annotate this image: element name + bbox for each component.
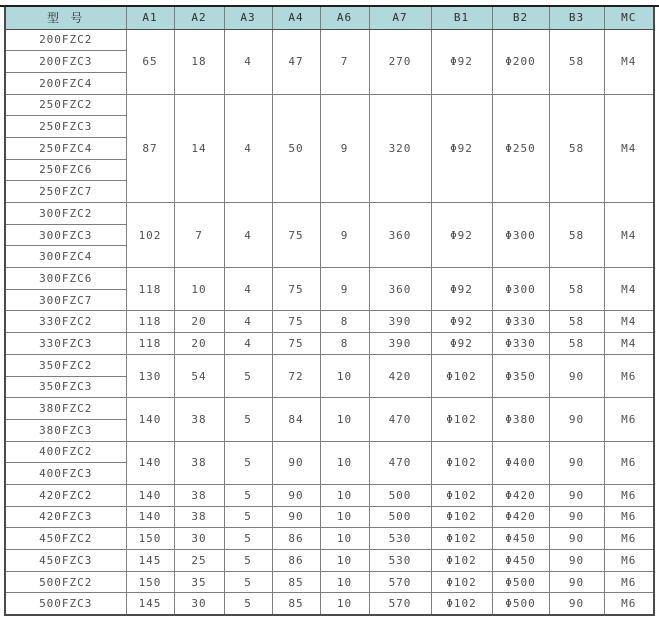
model-cell: 330FZC3 <box>5 333 126 355</box>
value-cell-a7: 570 <box>369 593 431 615</box>
value-cell-mc: M6 <box>604 398 654 441</box>
value-cell-mc: M4 <box>604 268 654 311</box>
value-cell-a2: 38 <box>174 484 224 506</box>
header-row <box>5 6 654 29</box>
column-header-b2: B2 <box>492 6 549 29</box>
value-cell-a2: 30 <box>174 528 224 550</box>
model-cell: 250FZC4 <box>5 137 126 159</box>
column-header-a7: A7 <box>369 6 431 29</box>
value-cell-a4: 75 <box>272 203 320 268</box>
value-cell-a6: 10 <box>320 550 369 572</box>
table-row <box>5 528 654 550</box>
value-cell-b1: Φ102 <box>431 354 492 397</box>
value-cell-a3: 4 <box>224 203 272 268</box>
model-cell: 300FZC7 <box>5 289 126 311</box>
value-cell-a7: 470 <box>369 441 431 484</box>
value-cell-b2: Φ300 <box>492 203 549 268</box>
value-cell-b1: Φ102 <box>431 528 492 550</box>
value-cell-a1: 65 <box>126 29 174 94</box>
spec-table <box>4 5 655 616</box>
value-cell-mc: M4 <box>604 94 654 202</box>
value-cell-a2: 38 <box>174 506 224 528</box>
value-cell-a2: 25 <box>174 550 224 572</box>
value-cell-b2: Φ400 <box>492 441 549 484</box>
value-cell-b2: Φ420 <box>492 506 549 528</box>
value-cell-b2: Φ420 <box>492 484 549 506</box>
model-cell: 350FZC2 <box>5 354 126 376</box>
value-cell-a3: 4 <box>224 333 272 355</box>
value-cell-mc: M6 <box>604 528 654 550</box>
value-cell-a6: 10 <box>320 398 369 441</box>
value-cell-a7: 470 <box>369 398 431 441</box>
value-cell-b2: Φ330 <box>492 333 549 355</box>
value-cell-a2: 10 <box>174 268 224 311</box>
value-cell-b1: Φ102 <box>431 398 492 441</box>
top-divider-line <box>0 5 659 7</box>
table-row <box>5 29 654 51</box>
value-cell-a7: 530 <box>369 528 431 550</box>
value-cell-a1: 118 <box>126 333 174 355</box>
value-cell-a6: 7 <box>320 29 369 94</box>
value-cell-a3: 4 <box>224 29 272 94</box>
model-cell: 200FZC2 <box>5 29 126 51</box>
column-header-a3: A3 <box>224 6 272 29</box>
value-cell-b2: Φ500 <box>492 571 549 593</box>
value-cell-a6: 10 <box>320 354 369 397</box>
value-cell-b3: 58 <box>549 29 604 94</box>
model-cell: 380FZC3 <box>5 419 126 441</box>
value-cell-a6: 9 <box>320 203 369 268</box>
value-cell-a7: 320 <box>369 94 431 202</box>
value-cell-b2: Φ250 <box>492 94 549 202</box>
value-cell-a4: 86 <box>272 550 320 572</box>
model-cell: 400FZC3 <box>5 463 126 485</box>
column-header-b3: B3 <box>549 6 604 29</box>
column-header-a2: A2 <box>174 6 224 29</box>
value-cell-a2: 35 <box>174 571 224 593</box>
value-cell-a4: 75 <box>272 311 320 333</box>
value-cell-a2: 30 <box>174 593 224 615</box>
model-cell: 250FZC7 <box>5 181 126 203</box>
value-cell-b2: Φ200 <box>492 29 549 94</box>
value-cell-a2: 20 <box>174 311 224 333</box>
table-row <box>5 550 654 572</box>
value-cell-mc: M6 <box>604 571 654 593</box>
value-cell-a6: 10 <box>320 571 369 593</box>
value-cell-a4: 84 <box>272 398 320 441</box>
value-cell-a7: 360 <box>369 268 431 311</box>
value-cell-a2: 20 <box>174 333 224 355</box>
model-cell: 330FZC2 <box>5 311 126 333</box>
value-cell-a2: 54 <box>174 354 224 397</box>
value-cell-a1: 150 <box>126 571 174 593</box>
value-cell-a3: 5 <box>224 506 272 528</box>
value-cell-a3: 5 <box>224 354 272 397</box>
value-cell-a4: 86 <box>272 528 320 550</box>
value-cell-b1: Φ92 <box>431 203 492 268</box>
model-cell: 450FZC3 <box>5 550 126 572</box>
model-cell: 300FZC2 <box>5 203 126 225</box>
value-cell-a4: 85 <box>272 571 320 593</box>
model-cell: 250FZC2 <box>5 94 126 116</box>
value-cell-a6: 10 <box>320 506 369 528</box>
value-cell-b1: Φ102 <box>431 550 492 572</box>
value-cell-a1: 145 <box>126 593 174 615</box>
model-cell: 350FZC3 <box>5 376 126 398</box>
value-cell-mc: M4 <box>604 333 654 355</box>
table-row <box>5 333 654 355</box>
value-cell-mc: M6 <box>604 354 654 397</box>
table-row <box>5 593 654 615</box>
value-cell-b3: 90 <box>549 441 604 484</box>
value-cell-a1: 118 <box>126 268 174 311</box>
value-cell-a4: 47 <box>272 29 320 94</box>
value-cell-b1: Φ102 <box>431 571 492 593</box>
value-cell-mc: M6 <box>604 593 654 615</box>
value-cell-a7: 420 <box>369 354 431 397</box>
value-cell-a3: 4 <box>224 311 272 333</box>
document-page <box>0 5 659 625</box>
value-cell-a7: 500 <box>369 484 431 506</box>
table-body <box>5 29 654 615</box>
value-cell-a1: 87 <box>126 94 174 202</box>
value-cell-a3: 5 <box>224 398 272 441</box>
value-cell-b1: Φ92 <box>431 333 492 355</box>
table-row <box>5 203 654 225</box>
table-row <box>5 94 654 116</box>
value-cell-a7: 570 <box>369 571 431 593</box>
value-cell-b1: Φ102 <box>431 506 492 528</box>
value-cell-b3: 90 <box>549 484 604 506</box>
value-cell-b2: Φ300 <box>492 268 549 311</box>
value-cell-b3: 90 <box>549 593 604 615</box>
value-cell-a6: 10 <box>320 528 369 550</box>
value-cell-b3: 90 <box>549 550 604 572</box>
value-cell-b1: Φ92 <box>431 268 492 311</box>
value-cell-a3: 5 <box>224 550 272 572</box>
value-cell-a4: 85 <box>272 593 320 615</box>
value-cell-a1: 150 <box>126 528 174 550</box>
value-cell-a6: 9 <box>320 94 369 202</box>
column-header-a4: A4 <box>272 6 320 29</box>
column-header-mc: MC <box>604 6 654 29</box>
table-row <box>5 571 654 593</box>
model-cell: 200FZC4 <box>5 72 126 94</box>
value-cell-a6: 8 <box>320 333 369 355</box>
model-cell: 300FZC4 <box>5 246 126 268</box>
value-cell-a3: 5 <box>224 484 272 506</box>
value-cell-a6: 10 <box>320 484 369 506</box>
value-cell-a4: 72 <box>272 354 320 397</box>
value-cell-b1: Φ102 <box>431 441 492 484</box>
value-cell-mc: M4 <box>604 29 654 94</box>
value-cell-a6: 10 <box>320 593 369 615</box>
value-cell-a1: 102 <box>126 203 174 268</box>
value-cell-a4: 75 <box>272 268 320 311</box>
column-header-a6: A6 <box>320 6 369 29</box>
value-cell-a1: 130 <box>126 354 174 397</box>
value-cell-b1: Φ92 <box>431 94 492 202</box>
value-cell-b3: 90 <box>549 354 604 397</box>
model-cell: 450FZC2 <box>5 528 126 550</box>
value-cell-a3: 5 <box>224 571 272 593</box>
value-cell-a7: 270 <box>369 29 431 94</box>
model-cell: 300FZC6 <box>5 268 126 290</box>
value-cell-mc: M4 <box>604 311 654 333</box>
value-cell-a1: 140 <box>126 441 174 484</box>
value-cell-a2: 38 <box>174 441 224 484</box>
value-cell-a3: 5 <box>224 528 272 550</box>
value-cell-a4: 75 <box>272 333 320 355</box>
value-cell-mc: M6 <box>604 484 654 506</box>
value-cell-a7: 500 <box>369 506 431 528</box>
value-cell-a3: 4 <box>224 94 272 202</box>
value-cell-mc: M4 <box>604 203 654 268</box>
value-cell-a4: 50 <box>272 94 320 202</box>
value-cell-mc: M6 <box>604 506 654 528</box>
model-cell: 420FZC3 <box>5 506 126 528</box>
model-cell: 500FZC3 <box>5 593 126 615</box>
column-header-b1: B1 <box>431 6 492 29</box>
model-cell: 250FZC6 <box>5 159 126 181</box>
value-cell-b1: Φ92 <box>431 311 492 333</box>
value-cell-a2: 7 <box>174 203 224 268</box>
value-cell-a4: 90 <box>272 506 320 528</box>
value-cell-b1: Φ102 <box>431 593 492 615</box>
model-cell: 250FZC3 <box>5 116 126 138</box>
table-row <box>5 398 654 420</box>
value-cell-b2: Φ450 <box>492 528 549 550</box>
value-cell-mc: M6 <box>604 441 654 484</box>
value-cell-a1: 145 <box>126 550 174 572</box>
value-cell-b2: Φ450 <box>492 550 549 572</box>
value-cell-b3: 58 <box>549 311 604 333</box>
value-cell-a1: 140 <box>126 484 174 506</box>
value-cell-a6: 10 <box>320 441 369 484</box>
value-cell-a7: 530 <box>369 550 431 572</box>
model-cell: 400FZC2 <box>5 441 126 463</box>
table-row <box>5 441 654 463</box>
model-cell: 200FZC3 <box>5 51 126 73</box>
value-cell-b3: 58 <box>549 333 604 355</box>
value-cell-a4: 90 <box>272 484 320 506</box>
value-cell-a2: 14 <box>174 94 224 202</box>
value-cell-mc: M6 <box>604 550 654 572</box>
value-cell-b3: 58 <box>549 203 604 268</box>
table-row <box>5 354 654 376</box>
value-cell-a3: 5 <box>224 441 272 484</box>
table-row <box>5 484 654 506</box>
value-cell-b3: 90 <box>549 398 604 441</box>
value-cell-a6: 8 <box>320 311 369 333</box>
value-cell-b2: Φ500 <box>492 593 549 615</box>
value-cell-b1: Φ92 <box>431 29 492 94</box>
value-cell-b3: 58 <box>549 268 604 311</box>
value-cell-b2: Φ330 <box>492 311 549 333</box>
model-cell: 420FZC2 <box>5 484 126 506</box>
value-cell-a1: 140 <box>126 506 174 528</box>
value-cell-a7: 360 <box>369 203 431 268</box>
value-cell-b2: Φ350 <box>492 354 549 397</box>
value-cell-a1: 140 <box>126 398 174 441</box>
value-cell-a6: 9 <box>320 268 369 311</box>
model-cell: 500FZC2 <box>5 571 126 593</box>
value-cell-b2: Φ380 <box>492 398 549 441</box>
value-cell-a2: 38 <box>174 398 224 441</box>
table-header <box>5 6 654 29</box>
value-cell-a2: 18 <box>174 29 224 94</box>
value-cell-b3: 58 <box>549 94 604 202</box>
table-row <box>5 506 654 528</box>
model-cell: 300FZC3 <box>5 224 126 246</box>
column-header-a1: A1 <box>126 6 174 29</box>
value-cell-a7: 390 <box>369 311 431 333</box>
model-cell: 380FZC2 <box>5 398 126 420</box>
value-cell-b3: 90 <box>549 528 604 550</box>
value-cell-a4: 90 <box>272 441 320 484</box>
column-header-model: 型 号 <box>5 6 126 29</box>
value-cell-b1: Φ102 <box>431 484 492 506</box>
value-cell-a1: 118 <box>126 311 174 333</box>
value-cell-b3: 90 <box>549 506 604 528</box>
value-cell-a7: 390 <box>369 333 431 355</box>
table-row <box>5 268 654 290</box>
table-row <box>5 311 654 333</box>
value-cell-b3: 90 <box>549 571 604 593</box>
value-cell-a3: 5 <box>224 593 272 615</box>
value-cell-a3: 4 <box>224 268 272 311</box>
